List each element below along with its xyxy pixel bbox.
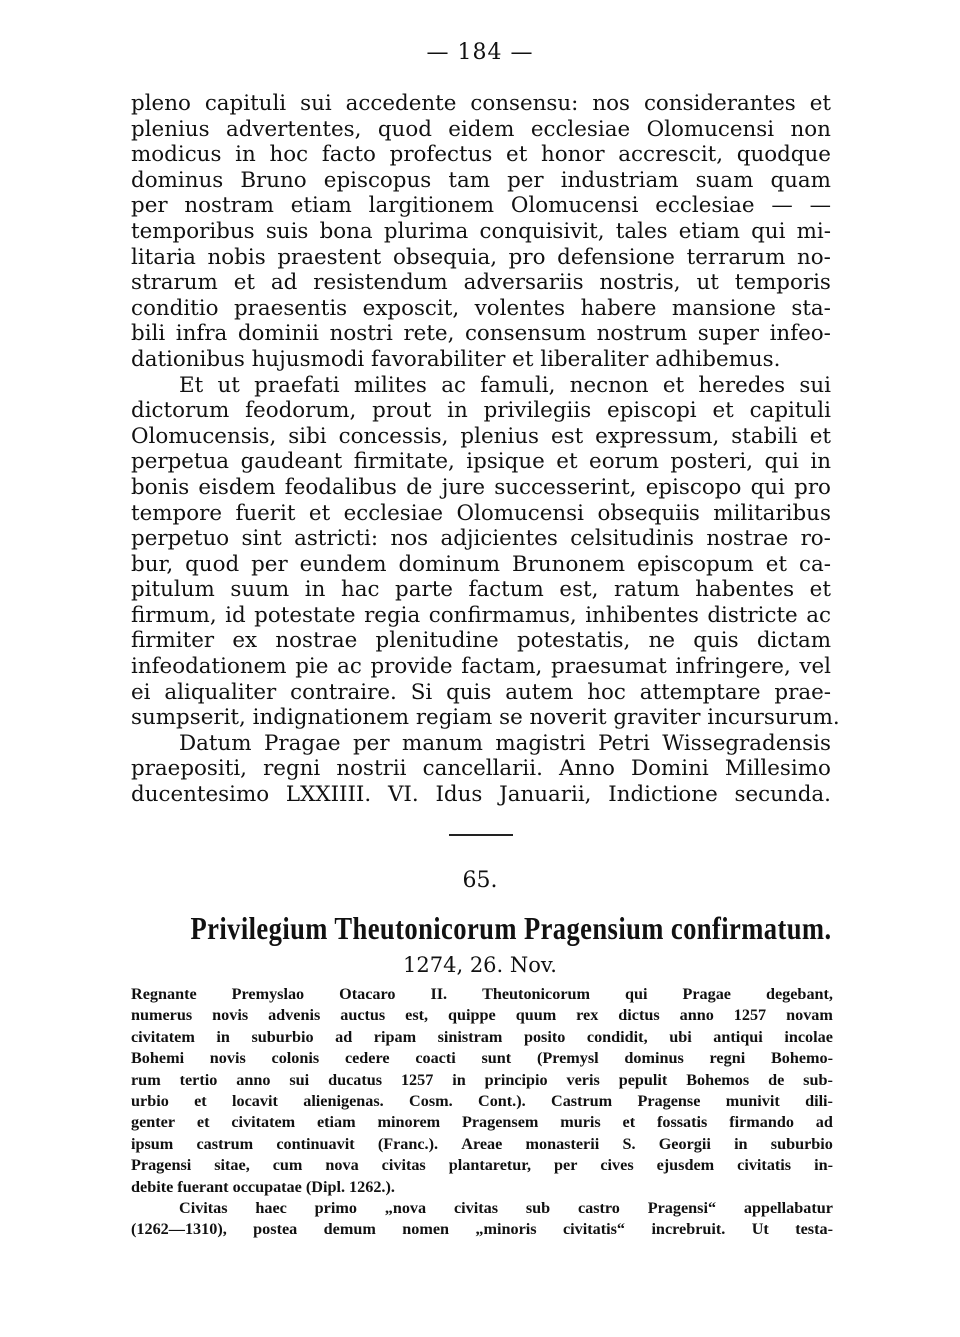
text-line: firmiter ex nostrae plenitudine potestatis, ne quis dictam: [131, 628, 831, 654]
body-text: [131, 91, 840, 808]
text-line: pleno capituli sui accedente consensu: nos considerantes et: [131, 91, 831, 116]
text-line: rum tertio anno sui ducatus 1257 in principio veris pepulit Bohemos de sub-: [131, 1070, 833, 1089]
document-date: 1274, 26. Nov.: [403, 953, 557, 977]
text-line: modicus in hoc facto profectus et honor accrescit, quodque: [131, 142, 831, 168]
text-line: Et ut praefati milites ac famuli, necnon et heredes sui: [179, 372, 831, 398]
text-line: plenius advertentes, quod eidem ecclesiae Olomucensi non: [131, 116, 831, 142]
text-line: pitulum suum in hac parte factum est, ratum habentes et: [131, 577, 831, 603]
text-line: genter et civitatem etiam minorem Pragensem muris et fossatis firmando ad: [131, 1113, 833, 1132]
document-number: 65.: [462, 868, 498, 893]
section-divider: [449, 834, 513, 836]
text-line: urbio et locavit alienigenas. Cosm. Cont.). Castrum Pragense munivit dili-: [131, 1091, 833, 1110]
text-line: dationibus hujusmodi favorabiliter et liberaliter adhibemus.: [131, 346, 781, 372]
document-title: Privilegium Theutonicorum Pragensium confirmatum.: [190, 910, 832, 946]
text-line: ducentesimo LXXIIII. VI. Idus Januarii, Indictione secunda.: [131, 782, 831, 808]
text-line: perpetua gaudeant firmitate, ipsique et eorum posteri, qui in: [131, 449, 831, 475]
text-line: ipsum castrum continuavit (Franc.). Areae monasterii S. Georgii in suburbio: [131, 1134, 833, 1153]
text-line: bur, quod per eundem dominum Brunonem episcopum et ca-: [131, 551, 831, 577]
text-line: numerus novis advenis auctus est, quippe quum rex dictus anno 1257 novam: [131, 1006, 833, 1025]
introductory-note: [131, 984, 833, 1241]
text-line: tempore fuerit et ecclesiae Olomucensi obsequiis militaribus: [131, 500, 831, 526]
text-line: Datum Pragae per manum magistri Petri Wissegradensis: [179, 730, 831, 756]
text-line: Pragensi sitae, cum nova civitas plantaretur, per cives ejusdem civitatis in-: [131, 1156, 833, 1175]
text-line: civitatem in suburbio ad ripam sinistram posito condidit, ubi antiqui incolae: [131, 1027, 833, 1046]
text-line: per nostram etiam largitionem Olomucensi ecclesiae — —: [131, 193, 831, 219]
text-line: (1262—1310), postea demum nomen „minoris civitatis“ increbruit. Ut testa-: [131, 1220, 833, 1239]
text-line: Olomucensis, sibi concessis, plenius est expressum, stabili et: [131, 423, 831, 449]
text-line: litaria nobis praestent obsequia, pro defensione terrarum no-: [131, 244, 831, 270]
text-line: strarum et ad resistendum adversariis nostris, ut temporis: [131, 270, 831, 296]
text-line: Civitas haec primo „nova civitas sub castro Pragensi“ appellabatur: [179, 1198, 833, 1217]
text-line: conditio praesentis exposcit, volentes habere mansione sta-: [131, 295, 831, 321]
text-line: Regnante Premyslao Otacaro II. Theutonicorum qui Pragae degebant,: [131, 985, 833, 1003]
text-line: bonis eisdem feodalibus de jure successerint, episcopo qui pro: [131, 474, 831, 500]
page-number: — 184 —: [426, 40, 534, 65]
text-line: sumpserit, indignationem regiam se noverit graviter incursurum.: [131, 705, 840, 731]
text-line: temporibus suis bona plurima conquisivit, tales etiam qui mi-: [131, 218, 831, 244]
text-line: ei aliqualiter contraire. Si quis autem hoc attemptare prae-: [131, 679, 831, 705]
text-line: perpetuo sint astricti: nos adjicientes celsitudinis nostrae ro-: [131, 526, 831, 552]
text-line: bili infra dominii nostri rete, consensum nostrum super infeo-: [131, 321, 831, 347]
text-line: debite fuerant occupatae (Dipl. 1262.).: [131, 1177, 395, 1196]
text-line: praepositi, regni nostrii cancellarii. Anno Domini Millesimo: [131, 756, 831, 782]
text-line: dominus Bruno episcopus tam per industriam suam quam: [131, 167, 831, 193]
text-line: infeodationem pie ac provide factam, praesumat infringere, vel: [131, 654, 831, 680]
text-line: dictorum feodorum, prout in privilegiis episcopi et capituli: [131, 398, 831, 424]
text-line: Bohemi novis colonis cedere coacti sunt (Premysl dominus regni Bohemo-: [131, 1049, 833, 1068]
text-line: firmum, id potestate regia confirmamus, inhibentes districte ac: [131, 602, 831, 628]
